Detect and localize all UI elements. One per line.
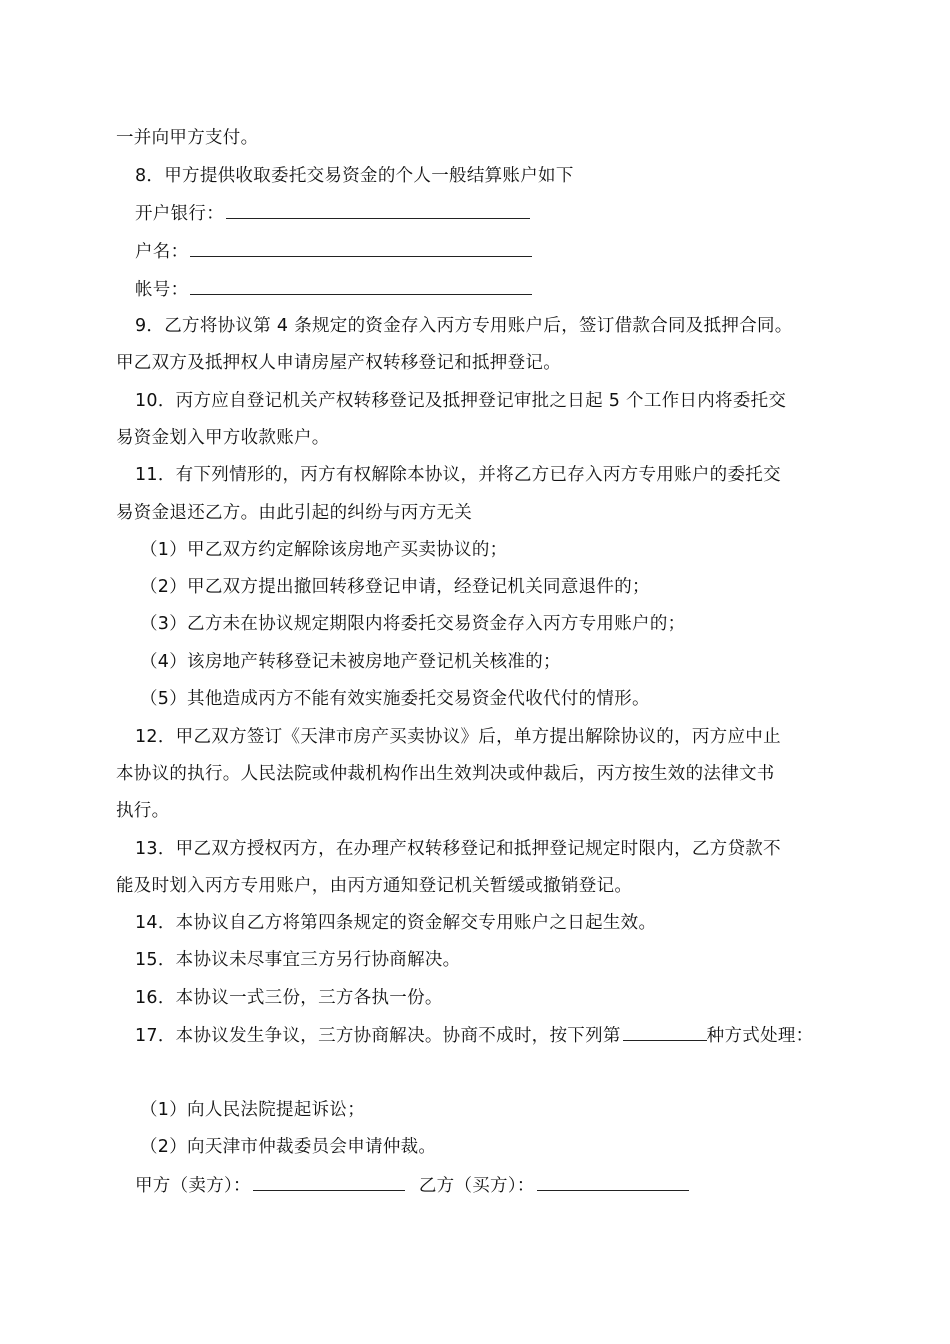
clause-13-line-1: 13．甲乙双方授权丙方，在办理产权转移登记和抵押登记规定时限内，乙方贷款不 xyxy=(135,839,781,859)
clause-17-suffix: 种方式处理： xyxy=(706,1026,814,1046)
clause-17-option-2: （2）向天津市仲裁委员会申请仲裁。 xyxy=(140,1137,437,1157)
dispute-method-blank[interactable] xyxy=(623,1023,707,1041)
account-name-blank[interactable] xyxy=(190,239,532,257)
clause-15: 15．本协议未尽事宜三方另行协商解决。 xyxy=(135,950,461,970)
clause-11-item-3: （3）乙方未在协议规定期限内将委托交易资金存入丙方专用账户的； xyxy=(140,614,686,634)
clause-9-line-1: 9．乙方将协议第 4 条规定的资金存入丙方专用账户后，签订借款合同及抵押合同。 xyxy=(135,316,793,336)
clause-11-line-2: 易资金退还乙方。由此引起的纠纷与丙方无关 xyxy=(116,503,472,523)
clause-11-item-2: （2）甲乙双方提出撤回转移登记申请，经登记机关同意退件的； xyxy=(140,577,650,597)
party-b-signature-blank[interactable] xyxy=(537,1173,689,1191)
clause-13-line-2: 能及时划入丙方专用账户，由丙方通知登记机关暂缓或撤销登记。 xyxy=(116,876,633,896)
bank-field xyxy=(135,201,530,225)
account-number-blank[interactable] xyxy=(190,277,532,295)
text-line: 一并向甲方支付。 xyxy=(116,128,259,148)
clause-12-line-3: 执行。 xyxy=(116,801,170,821)
party-a-label: 甲方（卖方）： xyxy=(135,1176,251,1196)
clause-17-text: 17．本协议发生争议，三方协商解决。协商不成时，按下列第 xyxy=(135,1026,621,1046)
clause-10-line-1: 10．丙方应自登记机关产权转移登记及抵押登记审批之日起 5 个工作日内将委托交 xyxy=(135,391,787,411)
party-a-signature-blank[interactable] xyxy=(253,1173,405,1191)
account-number-label: 帐号： xyxy=(135,280,189,300)
clause-12-line-1: 12．甲乙双方签订《天津市房产买卖协议》后，单方提出解除协议的，丙方应中止 xyxy=(135,727,781,747)
clause-11-line-1: 11．有下列情形的，丙方有权解除本协议，并将乙方已存入丙方专用账户的委托交 xyxy=(135,465,781,485)
clause-17 xyxy=(135,1023,813,1047)
bank-blank[interactable] xyxy=(226,201,530,219)
clause-11-item-1: （1）甲乙双方约定解除该房地产买卖协议的； xyxy=(140,540,508,560)
bank-label: 开户银行： xyxy=(135,204,224,224)
account-name-field xyxy=(135,239,532,263)
account-number-field xyxy=(135,277,532,301)
account-name-label: 户名： xyxy=(135,242,189,262)
clause-12-line-2: 本协议的执行。人民法院或仲裁机构作出生效判决或仲裁后，丙方按生效的法律文书 xyxy=(116,764,775,784)
clause-10-line-2: 易资金划入甲方收款账户。 xyxy=(116,428,330,448)
clause-11-item-4: （4）该房地产转移登记未被房地产登记机关核准的； xyxy=(140,652,561,672)
signature-line xyxy=(135,1173,689,1197)
clause-9-line-2: 甲乙双方及抵押权人申请房屋产权转移登记和抵押登记。 xyxy=(116,353,561,373)
clause-17-option-1: （1）向人民法院提起诉讼； xyxy=(140,1100,366,1120)
clause-11-item-5: （5）其他造成丙方不能有效实施委托交易资金代收代付的情形。 xyxy=(140,689,650,709)
clause-14: 14．本协议自乙方将第四条规定的资金解交专用账户之日起生效。 xyxy=(135,913,657,933)
party-b-label: 乙方（买方）： xyxy=(418,1176,535,1196)
clause-8-heading: 8．甲方提供收取委托交易资金的个人一般结算账户如下 xyxy=(135,166,574,186)
clause-16: 16．本协议一式三份，三方各执一份。 xyxy=(135,988,443,1008)
